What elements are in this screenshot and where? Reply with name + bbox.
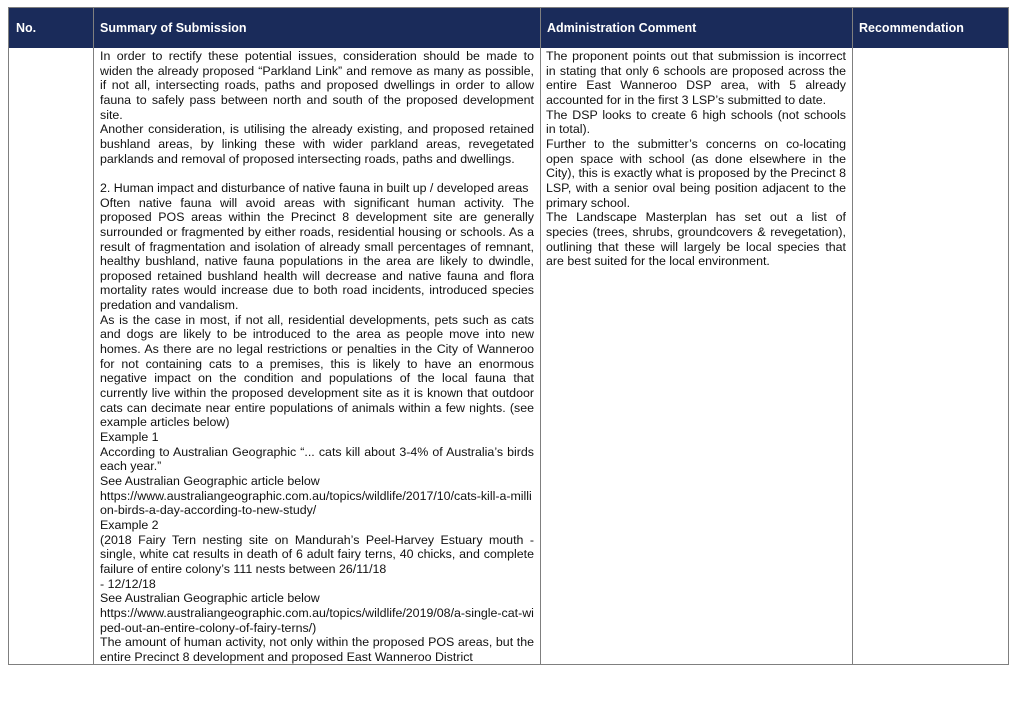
summary-quote: According to Australian Geographic “... cats kill about 3-4% of Australia’s birds each year.” [100,444,534,474]
comment-paragraph: The proponent points out that submission is incorrect in stating that only 6 schools are proposed across the entire East Wanneroo DSP area, with 5 already accounted for in the first 3 LSP’s submitted to date. [546,49,846,107]
summary-spacer [100,166,534,181]
summary-article-url: https://www.australiangeographic.com.au/topics/wildlife/2019/08/a-single-cat-wiped-out-an-entire-colony-of-fairy-terns/) [100,605,534,635]
summary-article-label: See Australian Geographic article below [100,591,320,606]
summary-article-url: https://www.australiangeographic.com.au/topics/wildlife/2017/10/cats-kill-a-million-birds-a-day-according-to-new-study/ [100,488,532,518]
submissions-table [8,7,1009,665]
summary-example-label: Example 1 [100,430,159,445]
header-no: No. [16,21,37,35]
summary-paragraph: (2018 Fairy Tern nesting site on Mandurah’s Peel-Harvey Estuary mouth - single, white cat results in death of 6 adult fairy terns, 40 chicks, and complete failure of entire colony’s 111 nests between 26/11/18 [100,532,534,576]
summary-paragraph: As is the case in most, if not all, residential developments, pets such as cats and dogs are likely to be introduced to the area as people move into new homes. As there are no legal restrictions or penalties in the City of Wanneroo for not containing cats to a premises, this is likely to have an enormous negative impact on the condition and populations of the local fauna that currently live within the proposed development site as it is known that outdoor cats can decimate near entire populations of animals within a few nights. (see example articles below) [100,312,534,430]
header-summary: Summary of Submission [100,21,247,35]
comment-paragraph: Further to the submitter’s concerns on co-locating open space with school (as done elsewhere in the City), this is exactly what is proposed by the Precinct 8 LSP, with a senior oval being position adjacent to the primary school. [546,136,846,210]
summary-example-label: Example 2 [100,517,159,532]
summary-paragraph: The amount of human activity, not only within the proposed POS areas, but the entire Precinct 8 development and proposed East Wanneroo District [100,635,534,664]
cell-recommendation [853,48,1008,664]
summary-paragraph: Another consideration, is utilising the already existing, and proposed retained bushland areas, by linking these with wider parkland areas, revegetated parklands and removal of proposed intersecting roads, paths and dwellings. [100,122,534,166]
comment-paragraph: The Landscape Masterplan has set out a list of species (trees, shrubs, groundcovers & revegetation), outlining that these will largely be local species that are best suited for the local environment. [546,210,846,269]
cell-summary [94,48,540,664]
summary-paragraph: In order to rectify these potential issues, consideration should be made to widen the already proposed “Parkland Link” and remove as many as possible, if not all, intersecting roads, paths and proposed dwellings in order to allow fauna to safely pass between north and south of the proposed development site. [100,49,534,122]
summary-date-line: - 12/12/18 [100,576,156,591]
cell-no [9,48,93,664]
summary-heading: 2. Human impact and disturbance of native fauna in built up / developed areas [100,180,529,195]
table-header-row [9,8,1008,48]
summary-paragraph: Often native fauna will avoid areas with significant human activity. The proposed POS areas within the Precinct 8 development site are generally surrounded or fragmented by either roads, residential housing or schools. As a result of fragmentation and isolation of already small percentages of remnant, healthy bushland, native fauna populations in the area are likely to dwindle, proposed retained bushland health will decrease and native fauna and flora mortality rates would increase due to both road incidents, introduced species predation and vandalism. [100,195,534,313]
cell-admin-comment [541,48,852,664]
header-recommendation: Recommendation [859,21,964,35]
comment-paragraph: The DSP looks to create 6 high schools (not schools in total). [546,107,846,137]
header-admin-comment: Administration Comment [547,21,697,35]
summary-article-label: See Australian Geographic article below [100,474,320,489]
